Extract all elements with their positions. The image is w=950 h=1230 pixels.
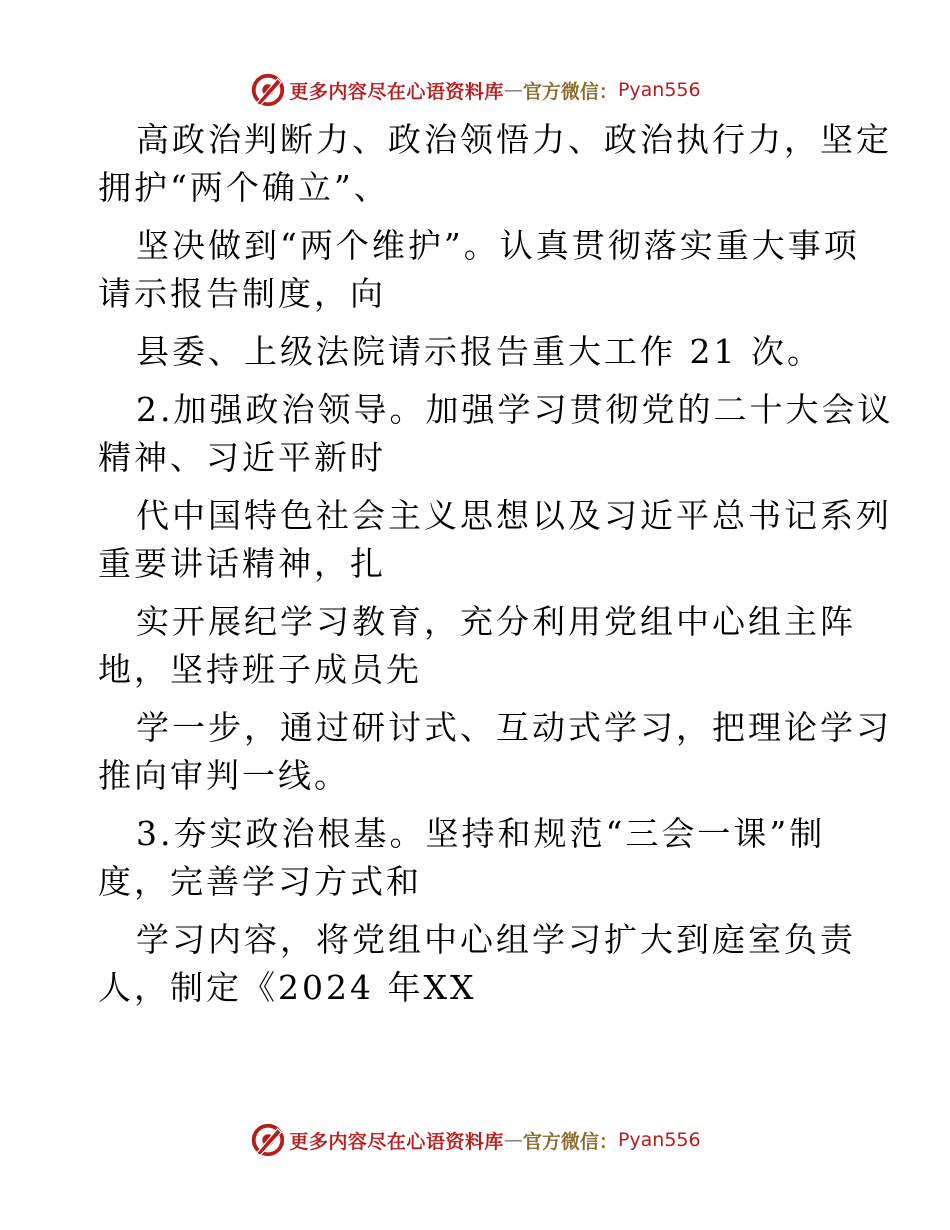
pen-logo-icon xyxy=(249,1121,287,1159)
watermark-brand: 更多内容尽在心语资料库 xyxy=(289,80,504,103)
text-line: 重要讲话精神，扎 xyxy=(98,544,386,583)
text-line: 推向审判一线。 xyxy=(98,756,350,795)
watermark-wechat-id: Pyan556 xyxy=(617,1129,701,1151)
header-watermark xyxy=(0,70,950,110)
text-line: 精神、习近平新时 xyxy=(98,438,386,477)
footer-watermark xyxy=(0,1120,950,1160)
text-line: 坚决做到“两个维护”。认真贯彻落实重大事项 xyxy=(136,226,860,265)
text-line: 县委、上级法院请示报告重大工作 21 次。 xyxy=(136,332,823,371)
watermark-wechat-id: Pyan556 xyxy=(617,79,701,101)
text-line: 拥护“两个确立”、 xyxy=(98,168,390,207)
text-line: 学习内容，将党组中心组学习扩大到庭室负责 xyxy=(136,920,856,959)
document-body xyxy=(98,118,894,1010)
text-line: 3.夯实政治根基。坚持和规范“三会一课”制 xyxy=(136,814,826,853)
text-line: 请示报告制度，向 xyxy=(98,274,386,313)
watermark-dash: — xyxy=(503,1129,523,1151)
watermark-brand: 更多内容尽在心语资料库 xyxy=(289,1130,504,1153)
text-line: 实开展纪学习教育，充分利用党组中心组主阵 xyxy=(136,602,856,641)
text-line: 地，坚持班子成员先 xyxy=(98,650,422,689)
text-line: 人，制定《2024 年XX xyxy=(98,968,477,1007)
watermark-wechat-label: 官方微信： xyxy=(522,1130,618,1153)
text-line: 代中国特色社会主义思想以及习近平总书记系列 xyxy=(136,496,892,535)
pen-logo-icon xyxy=(249,71,287,109)
text-line: 高政治判断力、政治领悟力、政治执行力，坚定 xyxy=(136,120,892,159)
watermark-dash: — xyxy=(503,79,523,101)
text-line: 2.加强政治领导。加强学习贯彻党的二十大会议 xyxy=(136,390,894,429)
text-line: 度，完善学习方式和 xyxy=(98,862,422,901)
watermark-wechat-label: 官方微信： xyxy=(522,80,618,103)
text-line: 学一步，通过研讨式、互动式学习，把理论学习 xyxy=(136,708,892,747)
